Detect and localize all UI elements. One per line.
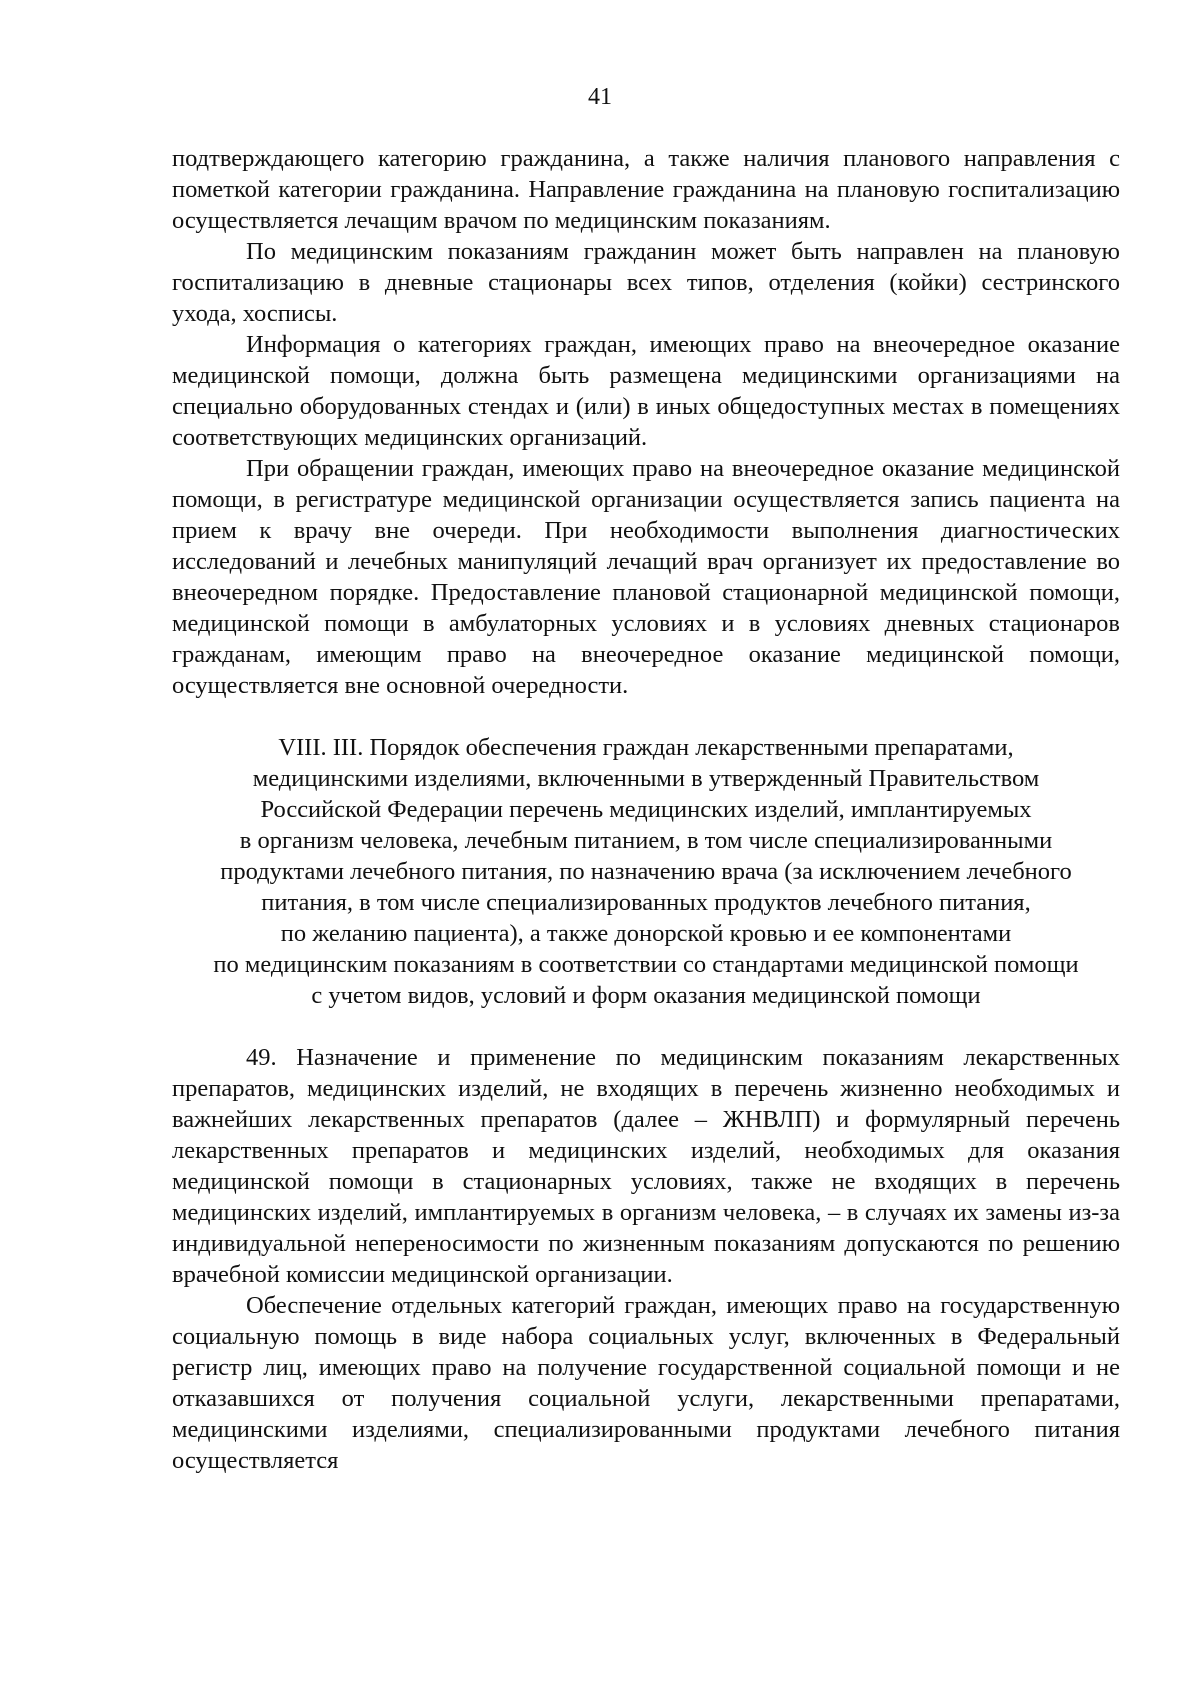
section-heading-line: питания, в том числе специализированных продуктов лечебного питания, bbox=[261, 889, 1031, 916]
document-body bbox=[172, 143, 1120, 1476]
section-heading-line: продуктами лечебного питания, по назначению врача (за исключением лечебного bbox=[220, 858, 1072, 885]
section-heading-line: VIII. III. Порядок обеспечения граждан лекарственными препаратами, bbox=[278, 734, 1014, 761]
section-heading bbox=[172, 732, 1120, 1011]
paragraph-info-categories: Информация о категориях граждан, имеющих право на внеочередное оказание медицинской помощи, должна быть размещена медицинскими организациями на специально оборудованных стендах и (или) в иных общедоступных местах в помещениях соответствующих медицинских организаций. bbox=[172, 331, 1120, 451]
section-heading-line: в организм человека, лечебным питанием, в том числе специализированными bbox=[239, 827, 1053, 854]
paragraph-continuation: подтверждающего категорию гражданина, а также наличия планового направления с пометкой категории гражданина. Направление гражданина на плановую госпитализацию осуществляется лечащим врачом по медицинским показаниям. bbox=[172, 145, 1120, 234]
paragraph-social-assistance: Обеспечение отдельных категорий граждан, имеющих право на государственную социальную помощь в виде набора социальных услуг, включенных в Федеральный регистр лиц, имеющих право на получение государственной социальной помощи и не отказавшихся от получения социальной услуги, лекарственными препаратами, медицинскими изделиями, специализированными продуктами лечебного питания осуществляется bbox=[172, 1292, 1120, 1474]
section-heading-line: медицинскими изделиями, включенными в утвержденный Правительством bbox=[252, 765, 1040, 792]
section-heading-line: Российской Федерации перечень медицинских изделий, имплантируемых bbox=[260, 796, 1032, 823]
paragraph-priority-care: При обращении граждан, имеющих право на внеочередное оказание медицинской помощи, в регистратуре медицинской организации осуществляется запись пациента на прием к врачу вне очереди. При необходимости выполнения диагностических исследований и лечебных манипуляций лечащий врач организует их предоставление во внеочередном порядке. Предоставление плановой стационарной медицинской помощи, медицинской помощи в амбулаторных условиях и в условиях дневных стационаров гражданам, имеющим право на внеочередное оказание медицинской помощи, осуществляется вне основной очередности. bbox=[172, 455, 1120, 699]
paragraph-planned-hospitalization: По медицинским показаниям гражданин может быть направлен на плановую госпитализацию в дневные стационары всех типов, отделения (койки) сестринского ухода, хосписы. bbox=[172, 238, 1120, 327]
section-heading-line: по желанию пациента), а также донорской кровью и ее компонентами bbox=[280, 920, 1012, 947]
section-heading-line: с учетом видов, условий и форм оказания медицинской помощи bbox=[311, 982, 981, 1009]
section-heading-line: по медицинским показаниям в соответствии со стандартами медицинской помощи bbox=[213, 951, 1079, 978]
paragraph-item-49: 49. Назначение и применение по медицинским показаниям лекарственных препаратов, медицинских изделий, не входящих в перечень жизненно необходимых и важнейших лекарственных препаратов (далее – ЖНВЛП) и формулярный перечень лекарственных препаратов и медицинских изделий, необходимых для оказания медицинской помощи в стационарных условиях, также не входящих в перечень медицинских изделий, имплантируемых в организм человека, – в случаях их замены из-за индивидуальной непереносимости по жизненным показаниям допускаются по решению врачебной комиссии медицинской организации. bbox=[172, 1044, 1120, 1288]
page-number: 41 bbox=[588, 84, 612, 110]
